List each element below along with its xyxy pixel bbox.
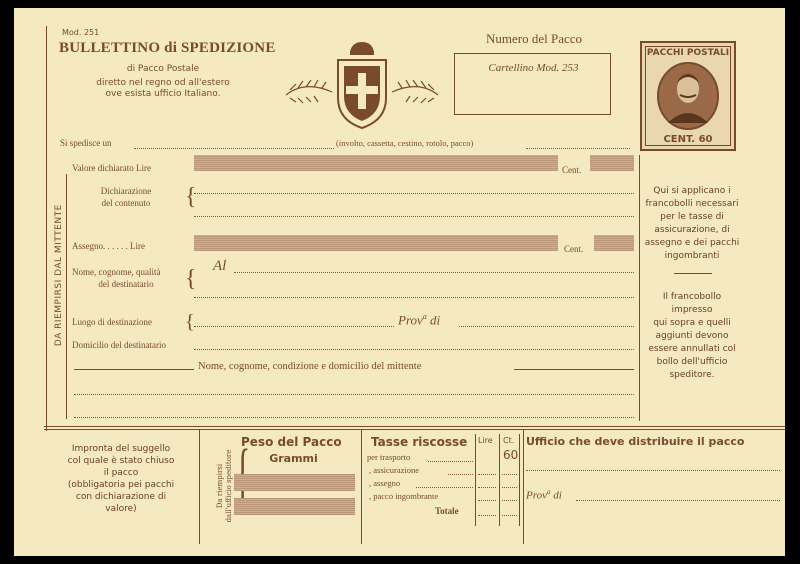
tasse-lire-field-1[interactable]	[478, 474, 496, 475]
tasse-row-trasporto: per trasporto	[367, 452, 411, 462]
si-spedisce-field[interactable]	[134, 148, 334, 149]
postage-stamp	[640, 41, 736, 151]
mittente-field-1[interactable]	[74, 394, 634, 395]
bottom-divider-1	[199, 429, 200, 544]
peso-field-1[interactable]	[234, 474, 355, 491]
assegno-field[interactable]	[194, 235, 558, 251]
parcel-form-card	[14, 8, 785, 556]
valore-cent-label: Cent.	[562, 165, 582, 175]
form-line-2: ove esista ufficio Italiano.	[105, 89, 221, 99]
tasse-row-ingombrante: , pacco ingombrante	[369, 491, 439, 501]
ufficio-label: Ufficio che deve distribuire il pacco	[526, 435, 745, 448]
luogo-prov-label: Prov$^a$ di	[398, 312, 441, 328]
nome-brace: {	[185, 266, 197, 292]
tasse-lire-total[interactable]	[478, 515, 496, 516]
ufficio-prov-field[interactable]	[576, 500, 780, 501]
valore-cent-field[interactable]	[590, 155, 634, 171]
mod-number: Mod. 251	[62, 28, 100, 37]
bottom-top-line-2	[44, 429, 785, 430]
domicilio-label: Domicilio del destinatario	[72, 340, 166, 350]
mittente-label: Nome, cognome, condizione e domicilio del mittente	[198, 361, 422, 372]
tasse-title: Tasse riscosse	[371, 435, 468, 449]
stamp-note-1: Qui si applicano i francobolli necessari per le tasse di assicurazione, di assegno e dei pacchi ingombranti	[644, 186, 740, 261]
form-title: BULLETTINO di SPEDIZIONE	[59, 40, 276, 56]
dichiarazione-brace: {	[185, 184, 197, 210]
stamp-note-2: Il francobollo impresso qui sopra e quelli aggiunti devono essere annullati col bollo dell'ufficio speditore.	[648, 292, 736, 380]
peso-field-2[interactable]	[234, 498, 355, 515]
luogo-brace: {	[185, 311, 195, 333]
assegno-cent-field[interactable]	[594, 235, 634, 251]
luogo-field[interactable]	[194, 326, 394, 327]
tasse-dots-3	[416, 487, 473, 488]
numero-pacco-label: Numero del Pacco	[485, 31, 583, 46]
peso-label: Peso del Pacco	[241, 435, 342, 449]
coat-of-arms-emblem	[280, 40, 444, 132]
tasse-totale: Totale	[435, 506, 459, 516]
grammi-label: Grammi	[269, 452, 318, 465]
ufficio-prov-label: Prov$^a$ di	[526, 488, 562, 502]
dichiarazione-label-1: Dichiarazione	[100, 186, 152, 196]
right-column-line	[639, 155, 640, 421]
dichiarazione-field-1[interactable]	[194, 193, 634, 194]
valore-field[interactable]	[194, 155, 558, 171]
tasse-ct-field-3[interactable]	[502, 500, 517, 501]
tasse-lire-field-3[interactable]	[478, 500, 496, 501]
si-spedisce-label: Si spedisce un	[60, 138, 112, 148]
luogo-prov-field[interactable]	[459, 326, 634, 327]
nome-field-1[interactable]	[234, 272, 634, 273]
tasse-col-line-3	[519, 434, 520, 526]
cartellino-box[interactable]	[454, 53, 611, 115]
tasse-dots-2	[448, 474, 473, 475]
bottom-divider-2	[361, 429, 362, 544]
mittente-rule-left	[74, 369, 194, 370]
tasse-col-line-2	[499, 434, 500, 526]
impronta-text: Impronta del suggello col quale è stato chiuso il pacco (obbligatoria pei pacchi con dichiarazione di valore)	[67, 444, 175, 514]
tasse-row-assegno: , assegno	[369, 478, 401, 488]
tasse-lire-header: Lire	[478, 436, 493, 445]
dichiarazione-label-2: del contenuto	[101, 198, 151, 208]
si-spedisce-field-end[interactable]	[526, 148, 630, 149]
mittente-field-2[interactable]	[74, 417, 634, 418]
tasse-dots-1	[428, 461, 473, 462]
bottom-divider-3	[523, 429, 524, 544]
stamp-top-text: PACCHI POSTALI	[646, 48, 730, 58]
sender-bracket-line	[66, 174, 67, 419]
ufficio-field[interactable]	[526, 470, 780, 471]
stamp-value-text: CENT. 60	[663, 134, 713, 145]
sender-side-label: DA RIEMPIRSI DAL MITTENTE	[53, 204, 64, 347]
nome-label-2: del destinatario	[98, 279, 154, 289]
ufficio-side-label: Da riempirsi dall'ufficio speditore	[216, 449, 233, 523]
cartellino-text: Cartellino Mod. 253	[488, 62, 579, 74]
notes-divider	[674, 273, 712, 274]
tasse-row-assicurazione: , assicurazione	[369, 465, 420, 475]
tasse-lire-field-2[interactable]	[478, 487, 496, 488]
form-subtitle: di Pacco Postale	[126, 64, 200, 74]
luogo-label: Luogo di destinazione	[72, 317, 152, 327]
si-spedisce-note: (involto, cassetta, cestino, rotolo, pacco)	[336, 138, 474, 148]
tasse-ct-total[interactable]	[502, 515, 517, 516]
valore-label: Valore dichiarato Lire	[72, 163, 151, 173]
al-label: Al	[213, 258, 227, 274]
domicilio-field[interactable]	[194, 349, 634, 350]
bottom-top-line-1	[44, 426, 785, 427]
assegno-cent-label: Cent.	[564, 244, 584, 254]
mittente-rule-right	[514, 369, 634, 370]
left-border-line	[46, 26, 47, 431]
tasse-col-line-1	[475, 434, 476, 526]
tasse-ct-field-2[interactable]	[502, 487, 517, 488]
tasse-ct-field-1[interactable]	[502, 474, 517, 475]
form-line-1: diretto nel regno od all'estero	[96, 78, 230, 88]
dichiarazione-field-2[interactable]	[194, 216, 634, 217]
assegno-label: Assegno. . . . . . Lire	[72, 241, 145, 251]
nome-label-1: Nome, cognome, qualità	[72, 267, 161, 277]
tasse-trasporto-ct: 60	[503, 448, 519, 462]
nome-field-2[interactable]	[194, 297, 634, 298]
stamp-portrait-icon	[656, 61, 720, 131]
tasse-ct-header: Ct.	[503, 436, 515, 445]
